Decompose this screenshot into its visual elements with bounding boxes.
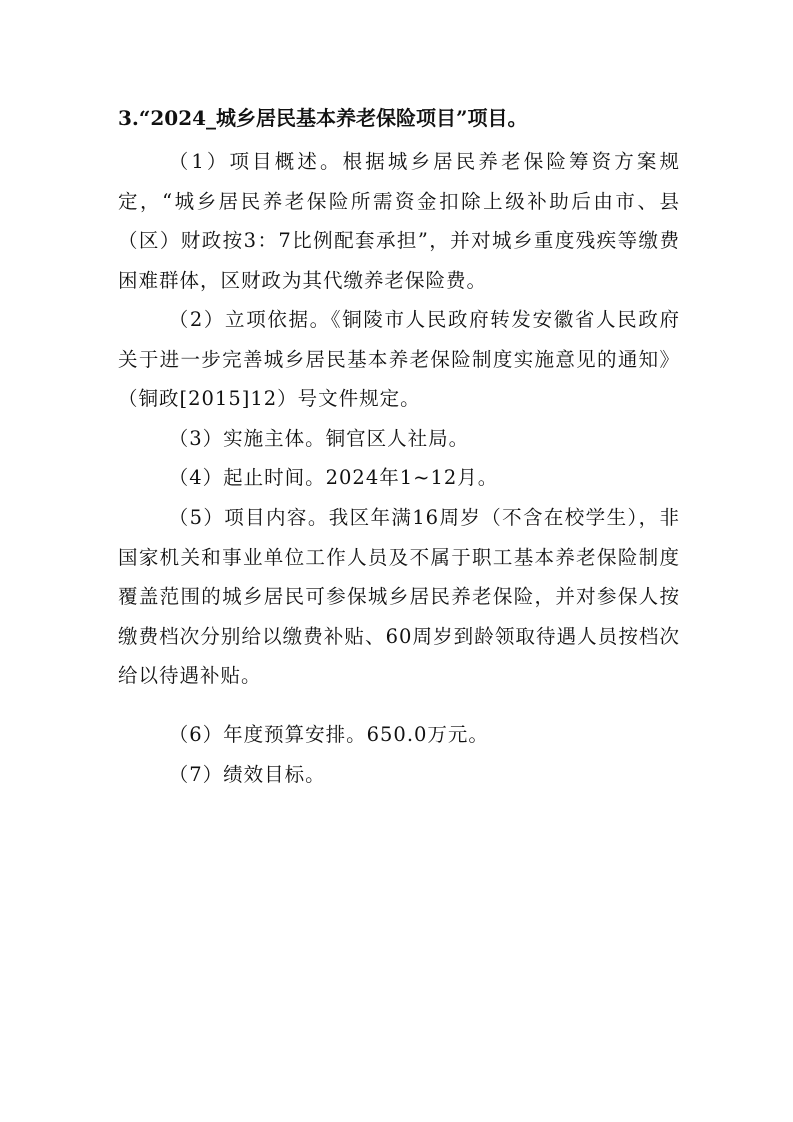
paragraph-project-content: （5）项目内容。我区年满16周岁（不含在校学生），非国家机关和事业单位工作人员及不属于职工基本养老保险制度覆盖范围的城乡居民可参保城乡居民养老保险，并对参保人按缴费档次分别给以缴费补贴、60周岁到龄领取待遇人员按档次给以待遇补贴。 [118, 506, 680, 687]
paragraph-time-period: （4）起止时间。2024年1~12月。 [168, 466, 499, 489]
paragraph-project-overview: （1）项目概述。根据城乡居民养老保险筹资方案规定，“城乡居民养老保险所需资金扣除上级补助后由市、县（区）财政按3：7比例配套承担”，并对城乡重度残疾等缴费困难群体，区财政为其代缴养老保险费。 [118, 150, 680, 292]
section-heading: 3.“2024_城乡居民基本养老保险项目”项目。 [118, 106, 528, 130]
paragraph-performance-goals: （7）绩效目标。 [168, 763, 326, 786]
paragraph-basis: （2）立项依据。《铜陵市人民政府转发安徽省人民政府关于进一步完善城乡居民基本养老保险制度实施意见的通知》（铜政[2015]12）号文件规定。 [118, 308, 680, 410]
paragraph-budget: （6）年度预算安排。650.0万元。 [168, 723, 489, 746]
paragraph-implementing-body: （3）实施主体。铜官区人社局。 [168, 427, 470, 450]
